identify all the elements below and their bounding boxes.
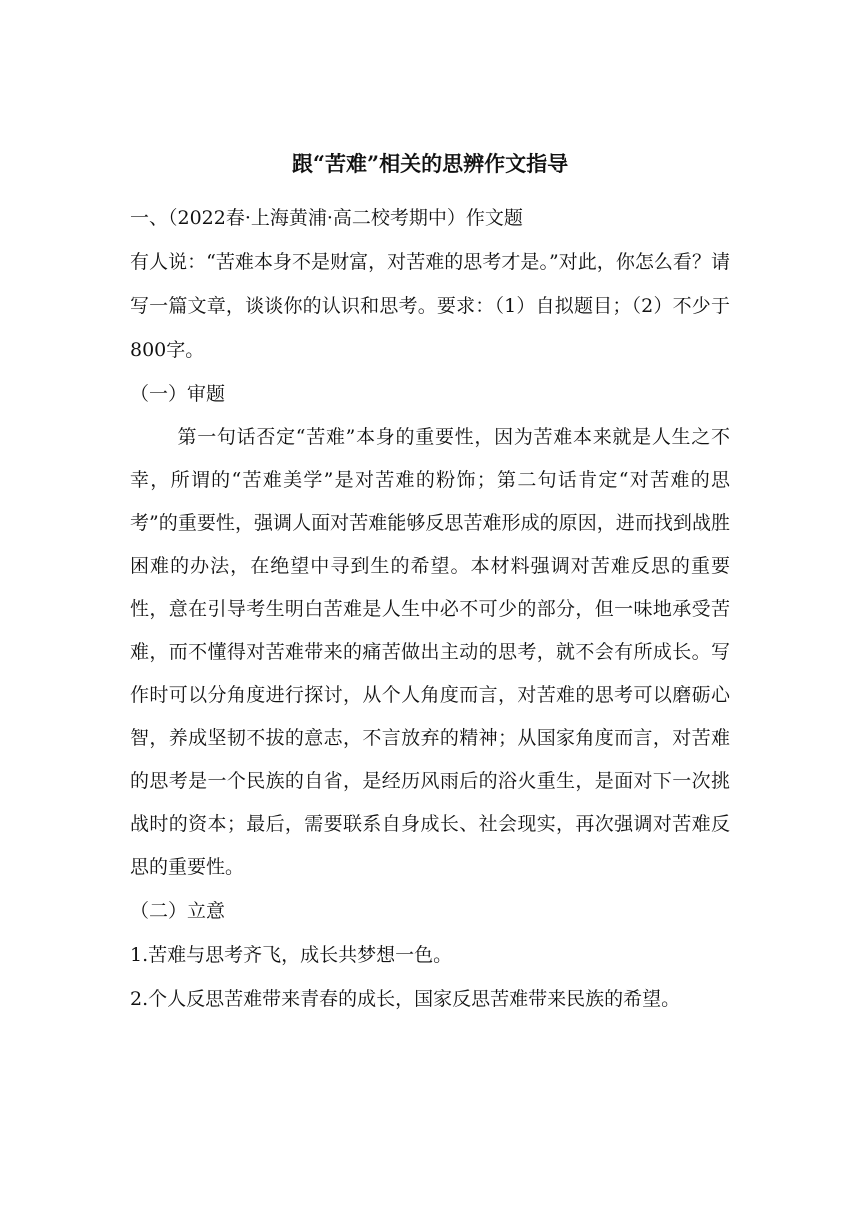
- part1-body: 第一句话否定“苦难”本身的重要性，因为苦难本来就是人生之不幸，所谓的“苦难美学”是对苦难的粉饰；第二句话肯定“对苦难的思考”的重要性，强调人面对苦难能够反思苦难形成的原因，进而找到战胜困难的办法，在绝望中寻到生的希望。本材料强调对苦难反思的重要性，意在引导考生明白苦难是人生中必不可少的部分，但一味地承受苦难，而不懂得对苦难带来的痛苦做出主动的思考，就不会有所成长。写作时可以分角度进行探讨，从个人角度而言，对苦难的思考可以磨砺心智，养成坚韧不拔的意志，不言放弃的精神；从国家角度而言，对苦难的思考是一个民族的自省，是经历风雨后的浴火重生，是面对下一次挑战时的资本；最后，需要联系自身成长、社会现实，再次强调对苦难反思的重要性。: [130, 426, 730, 878]
- part2-heading: （二）立意: [130, 900, 226, 922]
- section-heading: 一、（2022春·上海黄浦·高二校考期中）作文题: [130, 207, 523, 229]
- part1-heading: （一）审题: [130, 383, 226, 405]
- idea-item-1: 1.苦难与思考齐飞，成长共梦想一色。: [130, 944, 453, 966]
- idea-item-2: 2.个人反思苦难带来青春的成长，国家反思苦难带来民族的希望。: [130, 988, 681, 1010]
- document-page: [130, 150, 730, 1021]
- essay-prompt: 有人说：“苦难本身不是财富，对苦难的思考才是。”对此，你怎么看？请写一篇文章，谈谈你的认识和思考。要求：（1）自拟题目；（2）不少于800字。: [130, 251, 730, 361]
- document-title: 跟“苦难”相关的思辨作文指导: [291, 151, 569, 176]
